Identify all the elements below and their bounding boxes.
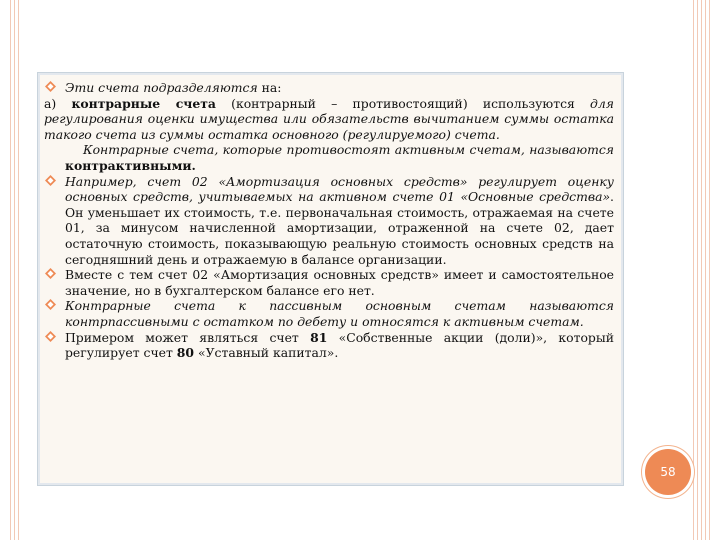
final-example-text: «Собственные акции (доли)», который регулирует счет <box>65 329 614 361</box>
contra-active-term: контрактивными. <box>65 157 196 173</box>
orange-diamond-icon <box>45 331 56 342</box>
intro-tail: на: <box>257 80 282 95</box>
bullet-final-example <box>44 330 614 361</box>
item-a-label: а) <box>44 95 72 111</box>
left-edge-line <box>10 0 11 540</box>
bullet-contra-passive <box>44 298 614 329</box>
item-a-def: (контрарный – противостоящий) используются <box>215 95 575 111</box>
orange-diamond-icon <box>45 81 56 92</box>
left-edge-line <box>18 0 19 540</box>
slide-content <box>44 80 614 361</box>
account-80: 80 <box>176 345 195 361</box>
left-edge-line <box>14 0 15 540</box>
orange-diamond-icon <box>45 299 56 310</box>
page-number: 58 <box>660 465 676 479</box>
final-example-text: Примером может являться счет <box>65 329 311 345</box>
orange-diamond-icon <box>45 175 56 186</box>
account-81: 81 <box>310 329 328 345</box>
contra-active-text: Контрарные счета, которые противостоят активным счетам, называются <box>83 142 614 158</box>
orange-diamond-icon <box>45 268 56 279</box>
item-a-term: контрарные счета <box>71 95 216 111</box>
right-edge-line <box>701 0 702 540</box>
bullet-example <box>44 174 614 268</box>
right-edge-line <box>693 0 694 540</box>
right-edge-line <box>709 0 710 540</box>
final-example-text: «Уставный капитал». <box>194 345 339 361</box>
contra-passive-text: Контрарные счета к пассивным основным счетам называются контрпассивными с остатком по дебету и относятся к активным счетам. <box>65 298 614 329</box>
item-a-def-italic: для регулирования оценки имущества или обязательств вычитанием суммы остатка такого счета из суммы остатка основного (регулируемого) счета. <box>44 95 614 142</box>
right-edge-line <box>697 0 698 540</box>
contra-active-paragraph <box>44 142 614 173</box>
bullet-intro <box>44 80 614 96</box>
intro-lead: Эти счета подразделяются <box>65 80 258 95</box>
right-edge-line <box>705 0 706 540</box>
item-a <box>44 96 614 143</box>
example-text-italic: Например, счет 02 «Амортизация основных средств» регулирует оценку основных средств, учитываемых на активном счете 01 «Основные средства» <box>65 173 614 205</box>
page-number-badge <box>645 449 691 495</box>
bullet-meanwhile <box>44 267 614 298</box>
meanwhile-text: Вместе с тем счет 02 «Амортизация основных средств» имеет и самостоятельное значение, но в бухгалтерском балансе его нет. <box>65 267 614 298</box>
example-text: . Он уменьшает их стоимость, т.е. первоначальная стоимость, отражаемая на счете 01, за минусом начисленной амортизации, отраженной на счете 02, дает остаточную стоимость, показывающую реальную стоимость основных средств на сегодняшний день и отражаемую в балансе организации. <box>65 189 614 267</box>
